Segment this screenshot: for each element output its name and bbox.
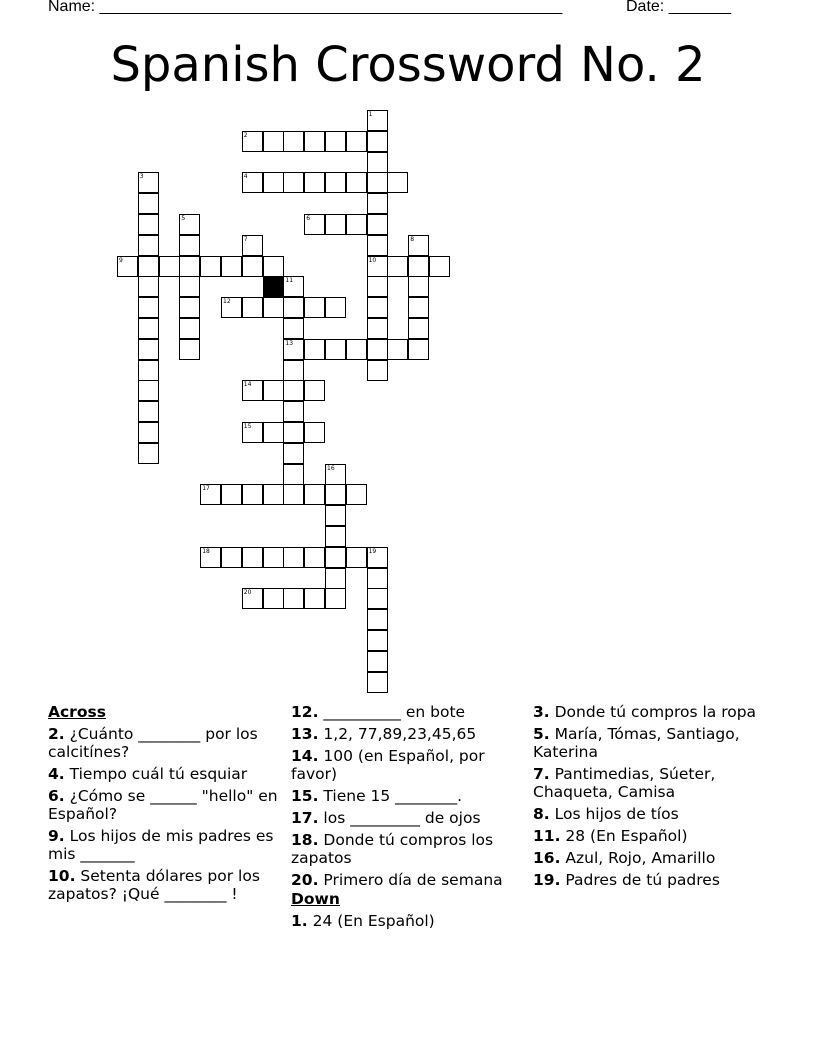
grid-cell[interactable] <box>179 318 200 339</box>
clue-down-19 <box>533 871 769 889</box>
grid-cell[interactable] <box>346 547 367 568</box>
grid-cell[interactable] <box>408 318 429 339</box>
grid-cell[interactable] <box>325 505 346 526</box>
name-field-label: Name: ____________________________________________________ <box>48 0 563 15</box>
clue-number: 19. <box>533 871 561 889</box>
grid-cell[interactable] <box>283 339 304 360</box>
grid-cell[interactable] <box>242 256 263 277</box>
clue-down-8 <box>533 805 769 823</box>
clue-number: 11. <box>533 827 561 845</box>
grid-cell[interactable] <box>408 297 429 318</box>
grid-cell[interactable] <box>179 235 200 256</box>
grid-cell[interactable] <box>283 318 304 339</box>
clue-number: 4. <box>48 765 65 783</box>
grid-cell[interactable] <box>283 588 304 609</box>
grid-cell[interactable] <box>367 339 388 360</box>
clue-text: Primero día de semana <box>323 871 503 889</box>
grid-cell[interactable] <box>367 256 388 277</box>
clue-across-12 <box>291 703 523 721</box>
clue-across-4 <box>48 765 284 783</box>
grid-cell[interactable] <box>304 588 325 609</box>
grid-cell[interactable] <box>367 152 388 173</box>
grid-cell[interactable] <box>367 276 388 297</box>
cell-number: 7 <box>243 235 248 243</box>
grid-cell[interactable] <box>325 526 346 547</box>
grid-cell[interactable] <box>221 484 242 505</box>
clue-number: 8. <box>533 805 550 823</box>
grid-cell[interactable] <box>138 443 159 464</box>
grid-cell[interactable] <box>263 131 284 152</box>
cell-number: 12 <box>223 298 231 306</box>
grid-cell[interactable] <box>179 297 200 318</box>
grid-cell[interactable] <box>263 380 284 401</box>
grid-cell[interactable] <box>138 172 159 193</box>
clue-down-7 <box>533 765 769 801</box>
grid-cell[interactable] <box>387 339 408 360</box>
grid-cell[interactable] <box>367 360 388 381</box>
clue-number: 18. <box>291 831 319 849</box>
grid-cell[interactable] <box>304 380 325 401</box>
clue-across-17 <box>291 809 523 827</box>
grid-cell[interactable] <box>325 339 346 360</box>
clue-text: María, Tómas, Santiago, Katerina <box>533 725 740 761</box>
clue-text: 100 (en Español, por favor) <box>291 747 485 783</box>
grid-cell[interactable] <box>304 297 325 318</box>
grid-cell[interactable] <box>283 172 304 193</box>
cell-number: 15 <box>243 423 252 430</box>
grid-cell[interactable] <box>242 131 263 152</box>
grid-cell[interactable] <box>325 172 346 193</box>
grid-cell[interactable] <box>325 484 346 505</box>
clue-number: 6. <box>48 787 65 805</box>
cell-number: 8 <box>410 235 415 243</box>
grid-cell[interactable] <box>138 318 159 339</box>
grid-cell[interactable] <box>200 256 221 277</box>
grid-cell[interactable] <box>304 131 325 152</box>
grid-cell[interactable] <box>242 235 263 256</box>
grid-cell[interactable] <box>138 401 159 422</box>
grid-cell[interactable] <box>367 318 388 339</box>
grid-cell[interactable] <box>200 484 221 505</box>
grid-cell[interactable] <box>367 214 388 235</box>
clue-down-5 <box>533 725 769 761</box>
clue-down-1 <box>291 912 523 930</box>
clue-text: ¿Cómo se ______ "hello" en Español? <box>48 787 278 823</box>
grid-cell[interactable] <box>263 297 284 318</box>
grid-cell[interactable] <box>304 339 325 360</box>
clue-text: ¿Cuánto ________ por los calcitínes? <box>48 725 258 761</box>
grid-cell[interactable] <box>283 131 304 152</box>
grid-block <box>263 276 284 297</box>
cell-number: 16 <box>327 464 335 472</box>
grid-cell[interactable] <box>304 422 325 443</box>
grid-cell[interactable] <box>242 172 263 193</box>
grid-cell[interactable] <box>283 443 304 464</box>
grid-cell[interactable] <box>221 256 242 277</box>
grid-cell[interactable] <box>325 214 346 235</box>
grid-cell[interactable] <box>367 630 388 651</box>
grid-cell[interactable] <box>367 547 388 568</box>
grid-cell[interactable] <box>138 193 159 214</box>
cell-number: 18 <box>202 547 210 555</box>
grid-cell[interactable] <box>387 172 408 193</box>
clue-across-10 <box>48 867 284 903</box>
cell-number: 14 <box>243 381 252 389</box>
clue-number: 20. <box>291 871 319 889</box>
grid-cell[interactable] <box>346 484 367 505</box>
grid-cell[interactable] <box>200 547 221 568</box>
clue-text: los _________ de ojos <box>323 809 481 827</box>
grid-cell[interactable] <box>179 339 200 360</box>
grid-cell[interactable] <box>346 214 367 235</box>
grid-cell[interactable] <box>346 339 367 360</box>
grid-cell[interactable] <box>221 547 242 568</box>
clue-number: 16. <box>533 849 561 867</box>
grid-cell[interactable] <box>138 276 159 297</box>
grid-cell[interactable] <box>138 256 159 277</box>
grid-cell[interactable] <box>283 360 304 381</box>
grid-cell[interactable] <box>325 464 346 485</box>
puzzle-title: Spanish Crossword No. 2 <box>110 37 706 93</box>
clue-text: __________ en bote <box>323 703 466 721</box>
grid-cell[interactable] <box>138 235 159 256</box>
grid-cell[interactable] <box>138 339 159 360</box>
cell-number: 9 <box>119 256 123 264</box>
grid-cell[interactable] <box>242 484 263 505</box>
clue-number: 14. <box>291 747 319 765</box>
grid-cell[interactable] <box>367 568 388 589</box>
grid-cell[interactable] <box>346 131 367 152</box>
clue-across-15 <box>291 787 523 805</box>
grid-cell[interactable] <box>408 235 429 256</box>
clue-number: 15. <box>291 787 319 805</box>
down-heading: Down <box>291 890 340 908</box>
grid-cell[interactable] <box>367 235 388 256</box>
grid-cell[interactable] <box>263 172 284 193</box>
grid-cell[interactable] <box>283 464 304 485</box>
grid-cell[interactable] <box>408 339 429 360</box>
clue-across-20 <box>291 871 523 889</box>
grid-cell[interactable] <box>138 360 159 381</box>
grid-cell[interactable] <box>325 297 346 318</box>
clue-text: Tiempo cuál tú esquiar <box>69 765 248 783</box>
clue-number: 10. <box>48 867 76 885</box>
cell-number: 3 <box>139 173 144 181</box>
grid-cell[interactable] <box>283 380 304 401</box>
clue-text: Padres de tú padres <box>565 871 720 889</box>
clue-across-14 <box>291 747 523 783</box>
grid-cell[interactable] <box>159 256 180 277</box>
grid-cell[interactable] <box>263 484 284 505</box>
cell-number: 10 <box>368 256 377 264</box>
grid-cell[interactable] <box>367 588 388 609</box>
grid-cell[interactable] <box>408 276 429 297</box>
cell-number: 20 <box>243 589 252 597</box>
grid-cell[interactable] <box>304 547 325 568</box>
cell-number: 6 <box>306 215 311 222</box>
grid-cell[interactable] <box>179 276 200 297</box>
grid-cell[interactable] <box>283 276 304 297</box>
cell-number: 5 <box>181 215 186 222</box>
clue-text: Pantimedias, Súeter, Chaqueta, Camisa <box>533 765 716 801</box>
grid-cell[interactable] <box>263 547 284 568</box>
clue-text: 28 (En Español) <box>565 827 688 845</box>
clue-text: Azul, Rojo, Amarillo <box>565 849 716 867</box>
cell-number: 4 <box>243 173 248 181</box>
clue-down-16 <box>533 849 769 867</box>
grid-cell[interactable] <box>221 297 242 318</box>
grid-cell[interactable] <box>179 256 200 277</box>
grid-cell[interactable] <box>263 422 284 443</box>
cell-number: 17 <box>202 485 210 493</box>
cell-number: 2 <box>243 131 248 139</box>
clues-column-3 <box>533 703 769 893</box>
grid-cell[interactable] <box>429 256 450 277</box>
grid-cell[interactable] <box>367 609 388 630</box>
clue-text: 1,2, 77,89,23,45,65 <box>323 725 477 743</box>
clue-number: 17. <box>291 809 319 827</box>
clues-column-2 <box>291 703 523 934</box>
grid-cell[interactable] <box>304 484 325 505</box>
cell-number: 19 <box>368 547 377 555</box>
clue-number: 3. <box>533 703 550 721</box>
grid-cell[interactable] <box>283 297 304 318</box>
grid-cell[interactable] <box>367 172 388 193</box>
grid-cell[interactable] <box>325 568 346 589</box>
clue-number: 12. <box>291 703 319 721</box>
clue-text: Donde tú compros la ropa <box>554 703 757 721</box>
clue-number: 9. <box>48 827 65 845</box>
cell-number: 13 <box>285 339 294 347</box>
cell-number: 1 <box>368 111 373 118</box>
grid-cell[interactable] <box>387 256 408 277</box>
clue-across-9 <box>48 827 284 863</box>
clue-number: 5. <box>533 725 550 743</box>
grid-cell[interactable] <box>179 214 200 235</box>
grid-cell[interactable] <box>367 110 388 131</box>
clue-text: Donde tú compros los zapatos <box>291 831 494 867</box>
clue-across-18 <box>291 831 523 867</box>
clue-across-13 <box>291 725 523 743</box>
grid-cell[interactable] <box>367 297 388 318</box>
across-heading: Across <box>48 703 106 721</box>
clue-text: 24 (En Español) <box>312 912 435 930</box>
grid-cell[interactable] <box>346 172 367 193</box>
clue-number: 1. <box>291 912 308 930</box>
grid-cell[interactable] <box>263 588 284 609</box>
clue-number: 2. <box>48 725 65 743</box>
clue-text: Tiene 15 ________. <box>323 787 463 805</box>
clue-text: Los hijos de tíos <box>554 805 679 823</box>
grid-cell[interactable] <box>242 547 263 568</box>
grid-cell[interactable] <box>263 256 284 277</box>
grid-cell[interactable] <box>304 214 325 235</box>
grid-cell[interactable] <box>242 297 263 318</box>
clue-number: 7. <box>533 765 550 783</box>
grid-cell[interactable] <box>138 380 159 401</box>
grid-cell[interactable] <box>242 380 263 401</box>
clue-text: Los hijos de mis padres es mis _______ <box>48 827 274 863</box>
grid-cell[interactable] <box>283 401 304 422</box>
grid-cell[interactable] <box>283 422 304 443</box>
grid-cell[interactable] <box>325 131 346 152</box>
grid-cell[interactable] <box>367 193 388 214</box>
clue-across-2 <box>48 725 284 761</box>
grid-cell[interactable] <box>408 256 429 277</box>
clue-across-6 <box>48 787 284 823</box>
grid-cell[interactable] <box>242 588 263 609</box>
grid-cell[interactable] <box>367 672 388 693</box>
cell-number: 11 <box>285 277 294 285</box>
date-field-label: Date: _______ <box>626 0 731 15</box>
grid-cell[interactable] <box>283 484 304 505</box>
grid-cell[interactable] <box>325 588 346 609</box>
grid-cell[interactable] <box>367 651 388 672</box>
grid-cell[interactable] <box>117 256 138 277</box>
grid-cell[interactable] <box>283 547 304 568</box>
clue-down-3 <box>533 703 769 721</box>
grid-cell[interactable] <box>138 422 159 443</box>
grid-cell[interactable] <box>367 131 388 152</box>
grid-cell[interactable] <box>325 547 346 568</box>
grid-cell[interactable] <box>138 297 159 318</box>
clues-column-1 <box>48 703 284 907</box>
grid-cell[interactable] <box>304 172 325 193</box>
clue-number: 13. <box>291 725 319 743</box>
grid-cell[interactable] <box>242 422 263 443</box>
grid-cell[interactable] <box>138 214 159 235</box>
clue-down-11 <box>533 827 769 845</box>
clue-text: Setenta dólares por los zapatos? ¡Qué ________ ! <box>48 867 260 903</box>
